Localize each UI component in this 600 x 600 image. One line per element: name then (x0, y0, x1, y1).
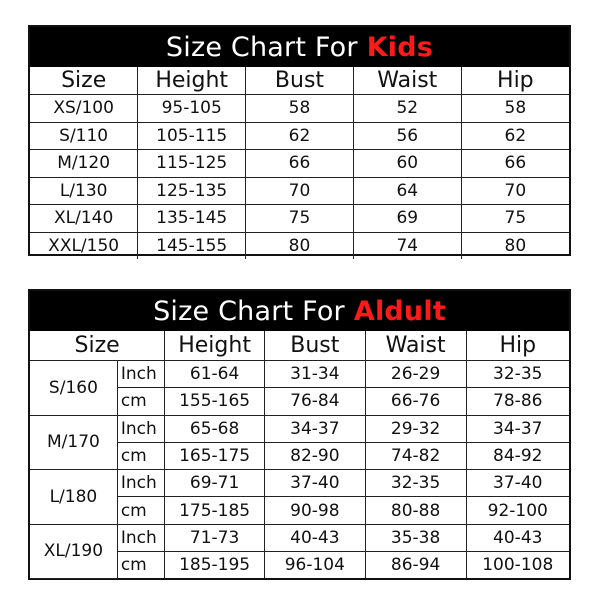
waist-cell: 56 (353, 122, 461, 150)
table-row (30, 232, 569, 259)
hip-cell: 92-100 (466, 497, 569, 524)
size-cell: M/170 (30, 415, 117, 470)
adult-title-highlight: Aldult (353, 295, 446, 327)
kids-header-height: Height (138, 67, 246, 95)
unit-cell: Inch (117, 415, 164, 442)
adult-size-chart (28, 289, 571, 580)
waist-cell: 52 (353, 95, 461, 123)
waist-cell: 26-29 (365, 361, 466, 388)
unit-cell: Inch (117, 361, 164, 388)
waist-cell: 74-82 (365, 442, 466, 469)
size-cell: L/130 (30, 177, 138, 205)
hip-cell: 80 (461, 232, 569, 259)
size-cell: M/120 (30, 150, 138, 178)
table-row (30, 95, 569, 123)
waist-cell: 69 (353, 205, 461, 233)
height-cell: 69-71 (165, 470, 265, 497)
adult-header-height: Height (165, 331, 265, 361)
height-cell: 95-105 (138, 95, 246, 123)
kids-chart-title (30, 27, 569, 67)
bust-cell: 70 (246, 177, 354, 205)
kids-header-hip: Hip (461, 67, 569, 95)
table-row (30, 524, 569, 551)
hip-cell: 40-43 (466, 524, 569, 551)
height-cell: 145-155 (138, 232, 246, 259)
bust-cell: 37-40 (264, 470, 365, 497)
unit-cell: Inch (117, 470, 164, 497)
adult-header-bust: Bust (264, 331, 365, 361)
height-cell: 165-175 (165, 442, 265, 469)
table-row (30, 122, 569, 150)
height-cell: 135-145 (138, 205, 246, 233)
size-cell: S/160 (30, 361, 117, 416)
kids-title-prefix: Size Chart For (165, 31, 358, 63)
hip-cell: 34-37 (466, 415, 569, 442)
kids-header-row (30, 67, 569, 95)
height-cell: 175-185 (165, 497, 265, 524)
height-cell: 65-68 (165, 415, 265, 442)
hip-cell: 32-35 (466, 361, 569, 388)
hip-cell: 70 (461, 177, 569, 205)
hip-cell: 66 (461, 150, 569, 178)
adult-header-row (30, 331, 569, 361)
bust-cell: 34-37 (264, 415, 365, 442)
waist-cell: 35-38 (365, 524, 466, 551)
adult-header-size: Size (30, 331, 165, 361)
size-cell: XL/140 (30, 205, 138, 233)
height-cell: 115-125 (138, 150, 246, 178)
waist-cell: 29-32 (365, 415, 466, 442)
table-row (30, 150, 569, 178)
bust-cell: 31-34 (264, 361, 365, 388)
bust-cell: 75 (246, 205, 354, 233)
unit-cell: cm (117, 497, 164, 524)
table-row (30, 415, 569, 442)
bust-cell: 80 (246, 232, 354, 259)
unit-cell: cm (117, 442, 164, 469)
waist-cell: 32-35 (365, 470, 466, 497)
unit-cell: cm (117, 552, 164, 579)
kids-size-chart (28, 25, 571, 256)
hip-cell: 62 (461, 122, 569, 150)
hip-cell: 84-92 (466, 442, 569, 469)
adult-size-table (30, 331, 569, 579)
hip-cell: 78-86 (466, 388, 569, 415)
hip-cell: 37-40 (466, 470, 569, 497)
height-cell: 71-73 (165, 524, 265, 551)
bust-cell: 40-43 (264, 524, 365, 551)
size-cell: XXL/150 (30, 232, 138, 259)
bust-cell: 90-98 (264, 497, 365, 524)
size-cell: S/110 (30, 122, 138, 150)
size-cell: L/180 (30, 470, 117, 525)
hip-cell: 100-108 (466, 552, 569, 579)
table-row (30, 177, 569, 205)
unit-cell: Inch (117, 524, 164, 551)
waist-cell: 60 (353, 150, 461, 178)
waist-cell: 86-94 (365, 552, 466, 579)
bust-cell: 58 (246, 95, 354, 123)
waist-cell: 80-88 (365, 497, 466, 524)
table-row (30, 361, 569, 388)
adult-header-hip: Hip (466, 331, 569, 361)
adult-title-prefix: Size Chart For (153, 295, 345, 327)
waist-cell: 74 (353, 232, 461, 259)
unit-cell: cm (117, 388, 164, 415)
hip-cell: 58 (461, 95, 569, 123)
adult-header-waist: Waist (365, 331, 466, 361)
hip-cell: 75 (461, 205, 569, 233)
kids-header-bust: Bust (246, 67, 354, 95)
size-cell: XS/100 (30, 95, 138, 123)
kids-header-size: Size (30, 67, 138, 95)
kids-title-highlight: Kids (366, 31, 434, 63)
bust-cell: 62 (246, 122, 354, 150)
height-cell: 125-135 (138, 177, 246, 205)
height-cell: 185-195 (165, 552, 265, 579)
kids-header-waist: Waist (353, 67, 461, 95)
waist-cell: 66-76 (365, 388, 466, 415)
table-row (30, 470, 569, 497)
bust-cell: 82-90 (264, 442, 365, 469)
kids-size-table (30, 67, 569, 259)
bust-cell: 66 (246, 150, 354, 178)
height-cell: 155-165 (165, 388, 265, 415)
height-cell: 105-115 (138, 122, 246, 150)
adult-chart-title (30, 291, 569, 331)
waist-cell: 64 (353, 177, 461, 205)
bust-cell: 96-104 (264, 552, 365, 579)
bust-cell: 76-84 (264, 388, 365, 415)
height-cell: 61-64 (165, 361, 265, 388)
size-cell: XL/190 (30, 524, 117, 578)
table-row (30, 205, 569, 233)
